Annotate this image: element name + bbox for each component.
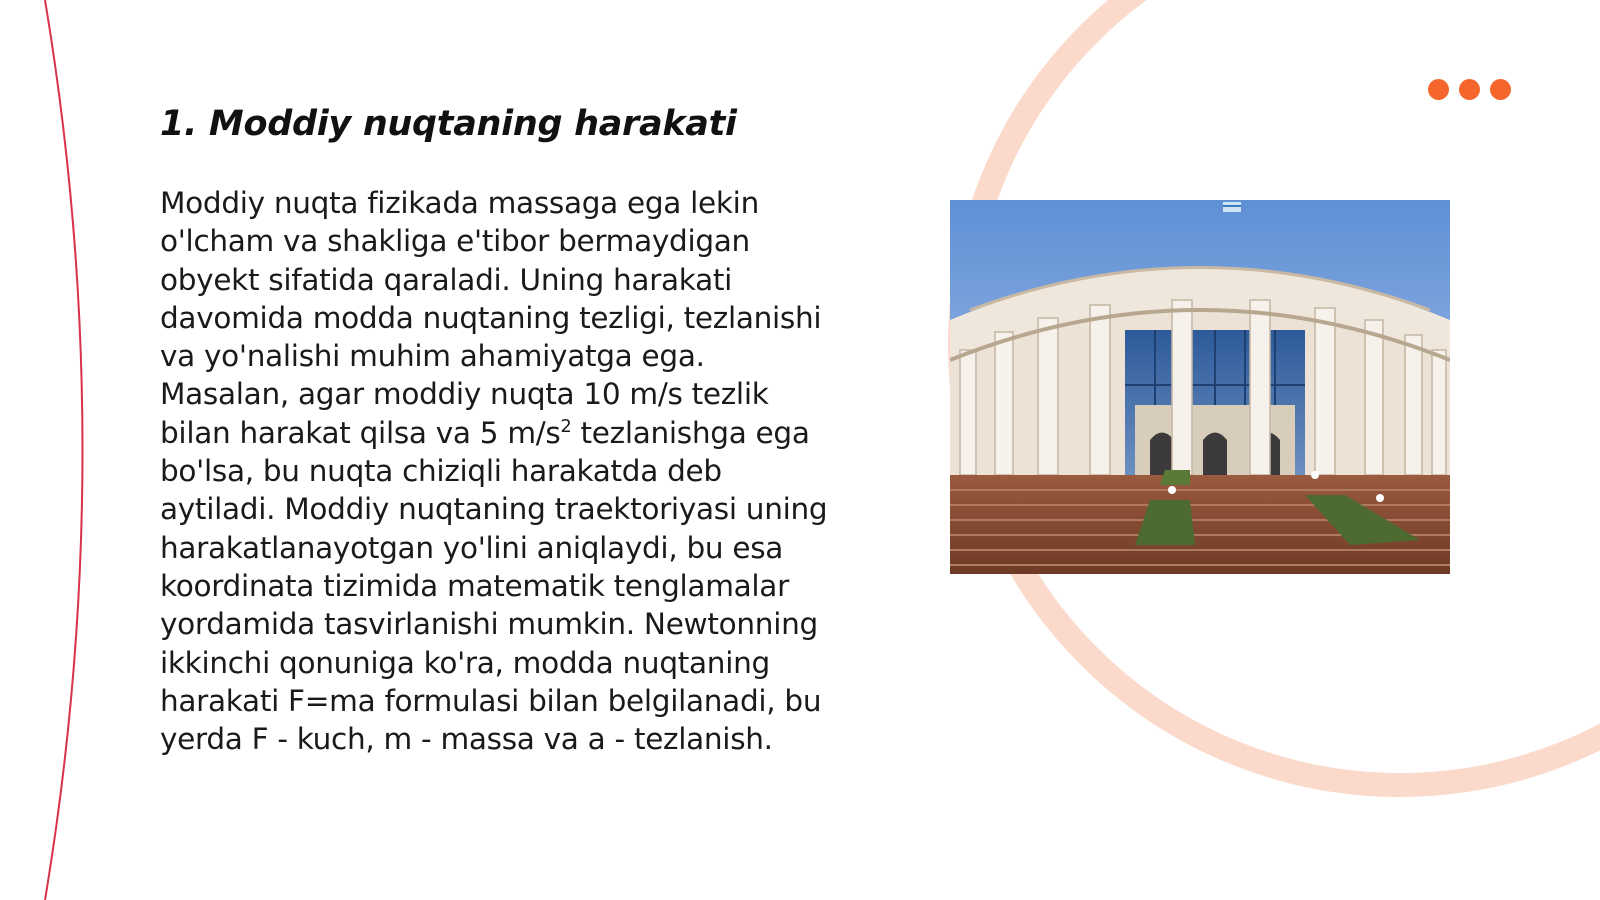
left-accent-line [45, 0, 83, 900]
body-text-part-2: tezlanishga ega bo'lsa, bu nuqta chiziqli harakatda deb aytiladi. Moddiy nuqtaning traektoriyasi uning harakatlanayotgan yo'lini aniqlaydi, bu esa koordinata tizimida matematik tenglamalar yordamida tasvirlanishi mumkin. Newtonning ikkinchi qonuniga ko'ra, modda nuqtaning harakati F=ma formulasi bilan belgilanadi, bu yerda F - kuch, m - massa va a - tezlanish. [160, 415, 828, 757]
building-photo [950, 200, 1450, 574]
body-text-part-1: Moddiy nuqta fizikada massaga ega lekin o'lcham va shakliga e'tibor bermaydigan obyekt sifatida qaraladi. Uning harakati davomida modda nuqtaning tezligi, tezlanishi va yo'nalishi muhim ahamiyatga ega. Masalan, agar moddiy nuqta 10 m/s tezlik bilan harakat qilsa va 5 m/s [160, 186, 822, 450]
decorative-dots [1428, 79, 1511, 100]
superscript: 2 [560, 416, 572, 437]
dot-icon [1428, 79, 1449, 100]
slide-title: 1. Moddiy nuqtaning harakati [160, 104, 737, 144]
slide-body-text [160, 184, 840, 758]
dot-icon [1459, 79, 1480, 100]
dot-icon [1490, 79, 1511, 100]
